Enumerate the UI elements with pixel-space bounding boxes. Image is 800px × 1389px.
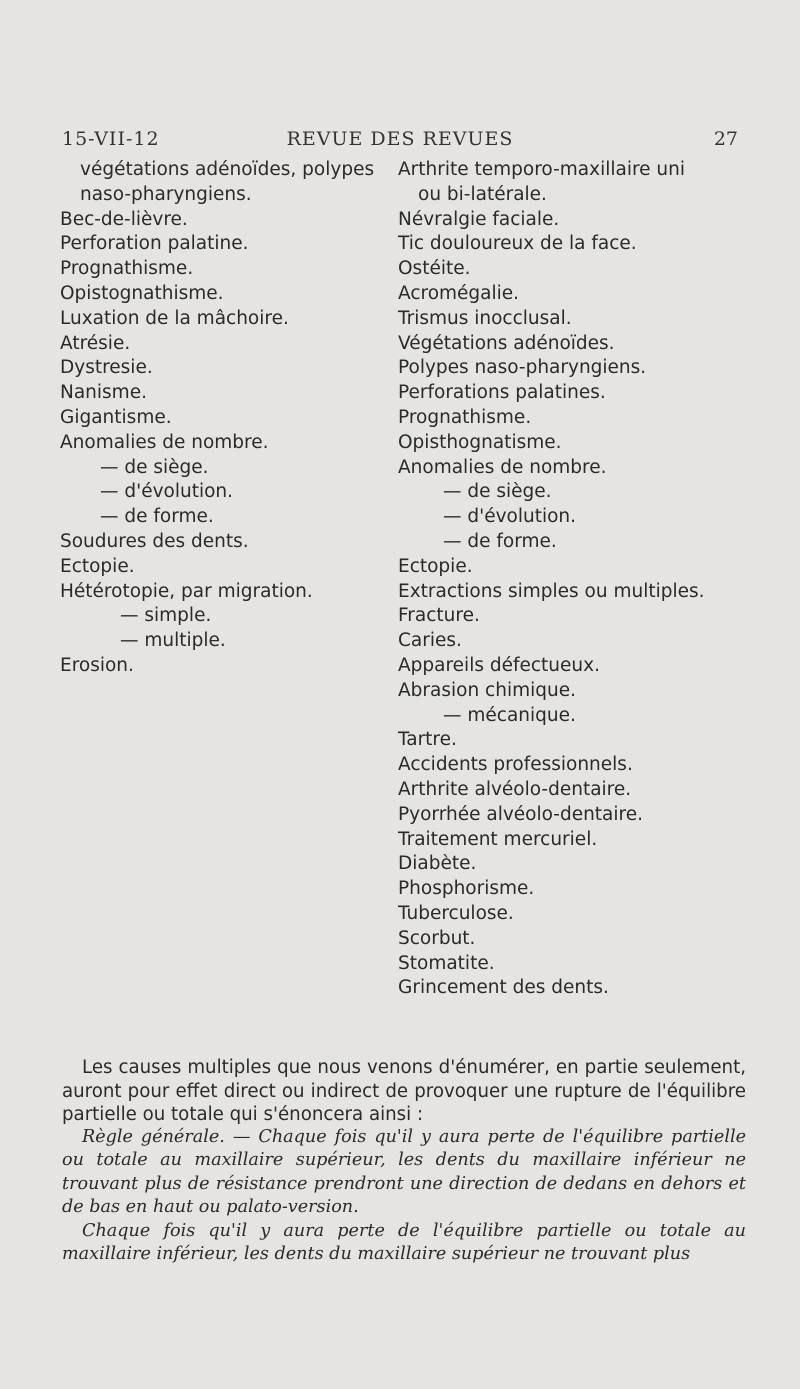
list-item: Dystresie. — [60, 357, 153, 379]
list-item: Tartre. — [398, 729, 457, 751]
list-item: Tuberculose. — [398, 902, 514, 924]
list-item: Grincement des dents. — [398, 977, 609, 999]
page-number: 27 — [713, 128, 738, 150]
list-item: Ectopie. — [398, 555, 473, 577]
list-item: Anomalies de nombre. — [398, 456, 607, 478]
list-item: Hétérotopie, par migration. — [60, 580, 313, 602]
list-item: Opisthognatisme. — [398, 431, 562, 453]
list-item: Ostéite. — [398, 258, 471, 280]
list-item: Arthrite temporo-maxillaire uni — [398, 159, 686, 180]
list-item: ou bi-latérale. — [418, 183, 547, 205]
list-item: Traitement mercuriel. — [398, 828, 598, 850]
list-item: Tic douloureux de la face. — [398, 233, 637, 255]
list-item: Appareils défectueux. — [398, 654, 600, 676]
list-item: végétations adénoïdes, polypes — [80, 159, 375, 180]
list-item: Perforations palatines. — [398, 382, 606, 404]
list-item: Gigantisme. — [60, 406, 172, 428]
list-item: Arthrite alvéolo-dentaire. — [398, 778, 632, 800]
right-column-list — [398, 158, 748, 1001]
list-item: Scorbut. — [398, 927, 476, 949]
list-item: Diabète. — [398, 853, 477, 875]
list-item: Extractions simples ou multiples. — [398, 580, 705, 602]
list-item: Polypes naso-pharyngiens. — [398, 357, 647, 379]
list-item: Stomatite. — [398, 952, 495, 974]
list-item: — de siège. — [100, 456, 209, 478]
list-item: Névralgie faciale. — [398, 208, 560, 230]
header-date: 15-VII-12 — [62, 128, 160, 150]
list-item: Soudures des dents. — [60, 530, 249, 552]
list-item: — mécanique. — [443, 704, 576, 726]
list-item: — de siège. — [443, 481, 552, 503]
rule-paragraph: Règle générale. — Chaque fois qu'il y aura perte de l'équilibre partielle ou totale au maxillaire supérieur, les dents du maxillaire inférieur ne trouvant plus de résistance prendront une direction de dedans en dehors et de bas en haut ou palato-version. — [62, 1126, 746, 1218]
list-item: Trismus inocclusal. — [398, 307, 572, 329]
list-item: — d'évolution. — [100, 481, 234, 503]
list-item: Prognathisme. — [398, 406, 532, 428]
list-item: — de forme. — [443, 530, 557, 552]
list-item: Phosphorisme. — [398, 878, 535, 900]
list-item: Végétations adénoïdes. — [398, 332, 615, 354]
list-item: Abrasion chimique. — [398, 679, 576, 701]
list-item: Prognathisme. — [60, 258, 194, 280]
rule-paragraph-continued: Chaque fois qu'il y aura perte de l'équilibre partielle ou totale au maxillaire inférieur, les dents du maxillaire supérieur ne trouvant plus — [62, 1220, 746, 1265]
list-item: Erosion. — [60, 654, 134, 676]
header-title: REVUE DES REVUES — [286, 128, 514, 150]
left-column-list — [60, 158, 390, 679]
list-item: Acromégalie. — [398, 282, 520, 304]
list-item: Fracture. — [398, 605, 480, 627]
list-item: Bec-de-lièvre. — [60, 208, 188, 230]
list-item: Perforation palatine. — [60, 233, 249, 255]
list-item: Accidents professionnels. — [398, 754, 633, 776]
list-item: — multiple. — [120, 630, 226, 652]
list-item: — simple. — [120, 605, 212, 627]
list-item: Nanisme. — [60, 382, 147, 404]
running-header — [62, 128, 738, 154]
list-item: Atrésie. — [60, 332, 131, 354]
list-item: Luxation de la mâchoire. — [60, 307, 289, 329]
list-item: Ectopie. — [60, 555, 135, 577]
list-item: Caries. — [398, 630, 462, 652]
list-item: — de forme. — [100, 506, 214, 528]
list-item: naso-pharyngiens. — [80, 183, 252, 205]
body-paragraph: Les causes multiples que nous venons d'énumérer, en partie seulement, auront pour effet direct ou indirect de provoquer une rupture de l'équilibre partielle ou totale qui s'énoncera ainsi : — [62, 1057, 746, 1126]
list-item: Anomalies de nombre. — [60, 431, 269, 453]
list-item: — d'évolution. — [443, 506, 577, 528]
list-item: Opistognathisme. — [60, 282, 224, 304]
list-item: Pyorrhée alvéolo-dentaire. — [398, 803, 643, 825]
